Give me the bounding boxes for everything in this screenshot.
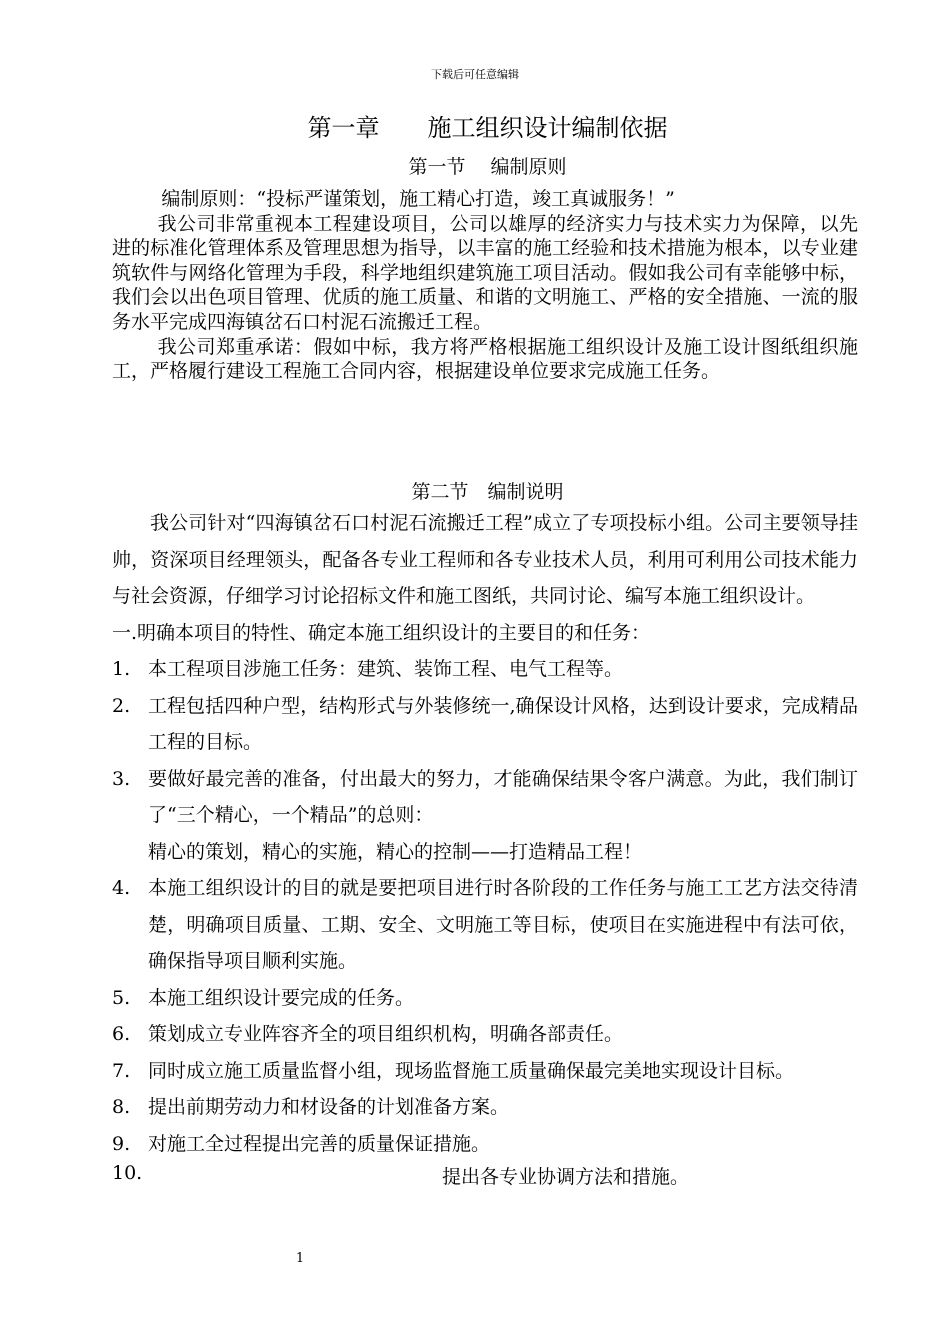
list-item-number: 2.: [112, 694, 131, 717]
list-item-text: 工程包括四种户型，结构形式与外装修统一,确保设计风格，达到设计要求，完成精品工程的目标。: [148, 694, 858, 753]
promise-paragraph: 我公司郑重承诺：假如中标，我方将严格根据施工组织设计及施工设计图纸组织施工，严格履行建设工程施工合同内容，根据建设单位要求完成施工任务。: [112, 335, 858, 383]
principle-statement: 编制原则：“投标严谨策划，施工精心打造，竣工真诚服务！”: [161, 188, 675, 210]
list-item-number: 1.: [112, 658, 131, 680]
list-item: [112, 1089, 858, 1126]
list-item-number: 3.: [112, 767, 131, 790]
section-title-explanation: 第二节 编制说明: [411, 481, 564, 503]
list-item: [112, 980, 858, 1017]
chapter-title: 第一章 施工组织设计编制依据: [307, 114, 668, 142]
section-title-principles: 第一节 编制原则: [408, 156, 567, 178]
list-item: [112, 651, 858, 688]
list-item-text: 对施工全过程提出完善的质量保证措施。: [148, 1132, 491, 1155]
list-item: [112, 1016, 858, 1053]
company-commitment-paragraph: 我公司非常重视本工程建设项目，公司以雄厚的经济实力与技术实力为保障，以先进的标准化管理体系及管理思想为指导，以丰富的施工经验和技术措施为根本，以专业建筑软件与网络化管理为手段，科学地组织建筑施工项目活动。假如我公司有幸能够中标，我们会以出色项目管理、优质的施工质量、和谐的文明施工、严格的安全措施、一流的服务水平完成四海镇岔石口村泥石流搬迁工程。: [112, 212, 858, 333]
motto-line: 精心的策划，精心的实施，精心的控制——打造精品工程！: [148, 840, 643, 863]
page-header: 下载后可任意编辑: [431, 68, 519, 81]
list-item: [112, 870, 858, 980]
list-item-text: 同时成立施工质量监督小组，现场监督施工质量确保最完美地实现设计目标。: [148, 1059, 795, 1082]
list-item-number: 8.: [112, 1096, 131, 1118]
list-item-number: 7.: [112, 1059, 131, 1082]
list-item-text: 提出各专业协调方法和措施。: [442, 1166, 690, 1188]
objectives-heading: 一.明确本项目的特性、确定本施工组织设计的主要目的和任务：: [112, 621, 651, 644]
list-item-text: 本工程项目涉施工任务：建筑、装饰工程、电气工程等。: [148, 658, 624, 680]
list-item-text: 本施工组织设计要完成的任务。: [148, 986, 415, 1009]
list-item-number: 5.: [112, 986, 131, 1009]
list-item: [112, 761, 858, 834]
list-item-number: 10.: [112, 1162, 143, 1184]
list-item-text: 策划成立专业阵容齐全的项目组织机构，明确各部责任。: [148, 1023, 624, 1045]
list-item: [112, 1162, 858, 1199]
page-number: 1: [295, 1251, 305, 1266]
list-item-number: 9.: [112, 1132, 131, 1155]
list-item: [112, 688, 858, 761]
section-explanation-body: [112, 505, 858, 1199]
list-item: [112, 1126, 858, 1163]
list-item: [112, 1053, 858, 1090]
section-principles-body: [112, 187, 858, 384]
list-item-text: 本施工组织设计的目的就是要把项目进行时各阶段的工作任务与施工工艺方法交待清楚，明确项目质量、工期、安全、文明施工等目标，使项目在实施进程中有法可依，确保指导项目顺利实施。: [148, 877, 858, 972]
list-item-number: 6.: [112, 1023, 131, 1045]
list-item-text: 要做好最完善的准备，付出最大的努力，才能确保结果令客户满意。为此，我们制订了“三个精心，一个精品”的总则：: [148, 767, 858, 826]
explanation-intro: 我公司针对“四海镇岔石口村泥石流搬迁工程”成立了专项投标小组。公司主要领导挂帅，资深项目经理领头，配备各专业工程师和各专业技术人员，利用可利用公司技术能力与社会资源，仔细学习讨论招标文件和施工图纸，共同讨论、编写本施工组织设计。: [112, 512, 858, 607]
list-item-text: 提出前期劳动力和材设备的计划准备方案。: [148, 1096, 510, 1118]
list-item-number: 4.: [112, 877, 131, 899]
